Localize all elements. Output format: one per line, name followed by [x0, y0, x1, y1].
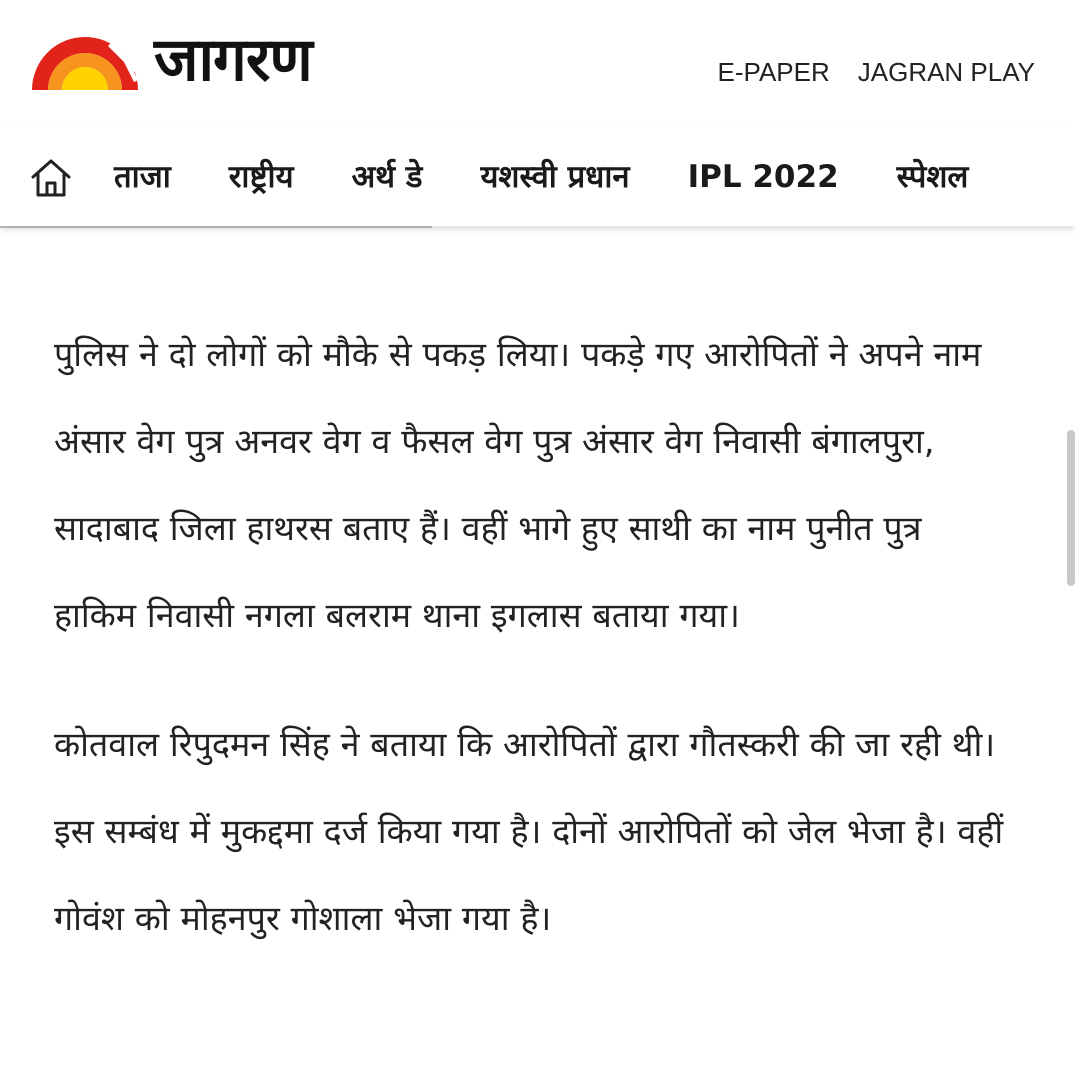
- nav-item-rashtriya[interactable]: राष्ट्रीय: [228, 159, 294, 195]
- jagran-sun-logo-icon: [30, 28, 140, 92]
- nav-item-taaja[interactable]: ताजा: [114, 159, 171, 195]
- home-icon[interactable]: [30, 158, 72, 198]
- nav-item-special[interactable]: स्पेशल: [896, 159, 969, 195]
- nav-item-arth-day[interactable]: अर्थ डे: [351, 159, 423, 195]
- header-links: [718, 54, 1035, 90]
- jagran-play-link[interactable]: JAGRAN PLAY: [857, 57, 1035, 87]
- epaper-link[interactable]: E-PAPER: [717, 57, 830, 87]
- site-header: [0, 0, 1075, 128]
- logo-wordmark: जागरण: [154, 25, 312, 95]
- article-paragraph: पुलिस ने दो लोगों को मौके से पकड़ लिया। पकड़े गए आरोपितों ने अपने नाम अंसार वेग पुत्र अनवर वेग व फैसल वेग पुत्र अंसार वेग निवासी बंगालपुरा, सादाबाद जिला हाथरस बताए हैं। वहीं भागे हुए साथी का नाम पुनीत पुत्र हाकिम निवासी नगला बलराम थाना इगलास बताया गया।: [54, 335, 982, 636]
- jagran-logo[interactable]: [30, 25, 312, 95]
- main-nav: [0, 128, 1075, 226]
- nav-item-ipl-2022[interactable]: IPL 2022: [687, 159, 839, 195]
- page-scrollbar[interactable]: [1067, 430, 1075, 586]
- nav-items: [114, 128, 1026, 226]
- article-body: [54, 312, 1014, 963]
- nav-item-yashasvi-pradhan[interactable]: यशस्वी प्रधान: [480, 159, 630, 195]
- nav-scroll-indicator: [0, 226, 432, 228]
- article-paragraph: कोतवाल रिपुदमन सिंह ने बताया कि आरोपितों द्वारा गौतस्करी की जा रही थी। इस सम्बंध में मुकद्दमा दर्ज किया गया है। दोनों आरोपितों को जेल भेजा है। वहीं गोवंश को मोहनपुर गोशाला भेजा गया है।: [54, 725, 1004, 939]
